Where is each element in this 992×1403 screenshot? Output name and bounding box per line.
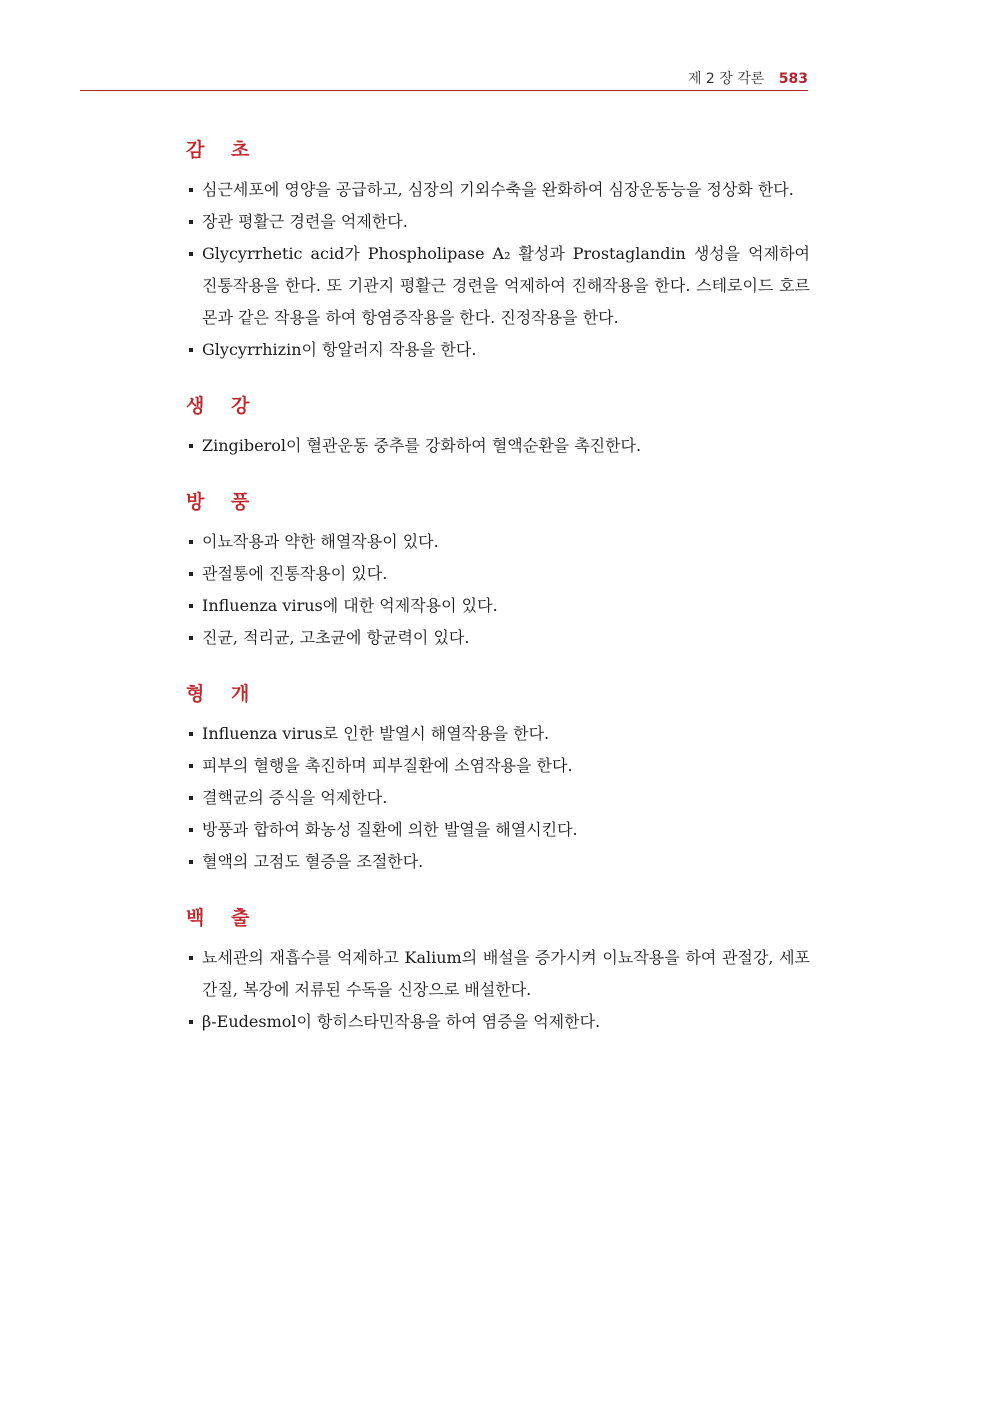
list-item: 뇨세관의 재흡수를 억제하고 Kalium의 배설을 증가시켜 이뇨작용을 하여 관절강, 세포간질, 복강에 저류된 수독을 신장으로 배설한다. <box>186 942 810 1006</box>
section-bangpung <box>186 488 810 654</box>
list-item: Influenza virus에 대한 억제작용이 있다. <box>186 590 810 622</box>
list-item: Glycyrrhetic acid가 Phospholipase A₂ 활성과 Prostaglandin 생성을 억제하여 진통작용을 한다. 또 기관지 평활근 경련을 억제하여 진해작용을 한다. 스테로이드 호르몬과 같은 작용을 하여 항염증작용을 한다. 진정작용을 한다. <box>186 238 810 334</box>
section-hyeonggae <box>186 680 810 878</box>
section-title: 생 강 <box>186 395 260 417</box>
list-item: 방풍과 합하여 화농성 질환에 의한 발열을 해열시킨다. <box>186 814 810 846</box>
list-item: 결핵균의 증식을 억제한다. <box>186 782 810 814</box>
bullet-list <box>186 430 810 462</box>
list-item: Zingiberol이 혈관운동 중추를 강화하여 혈액순환을 촉진한다. <box>186 430 810 462</box>
section-baekchul <box>186 904 810 1038</box>
section-title: 방 풍 <box>186 491 260 513</box>
running-head <box>688 68 808 88</box>
section-saenggang <box>186 392 810 462</box>
list-item: 진균, 적리균, 고초균에 항균력이 있다. <box>186 622 810 654</box>
bullet-list <box>186 174 810 366</box>
page-header <box>80 62 808 91</box>
page-body <box>186 136 810 1064</box>
bullet-list <box>186 942 810 1038</box>
chapter-title: 제 2 장 각론 <box>687 71 765 87</box>
section-gamcho <box>186 136 810 366</box>
list-item: 이뇨작용과 약한 해열작용이 있다. <box>186 526 810 558</box>
list-item: Influenza virus로 인한 발열시 해열작용을 한다. <box>186 718 810 750</box>
bullet-list <box>186 718 810 878</box>
bullet-list <box>186 526 810 654</box>
list-item: Glycyrrhizin이 항알러지 작용을 한다. <box>186 334 810 366</box>
list-item: β-Eudesmol이 항히스타민작용을 하여 염증을 억제한다. <box>186 1006 810 1038</box>
list-item: 장관 평활근 경련을 억제한다. <box>186 206 810 238</box>
list-item: 관절통에 진통작용이 있다. <box>186 558 810 590</box>
list-item: 피부의 혈행을 촉진하며 피부질환에 소염작용을 한다. <box>186 750 810 782</box>
section-title: 형 개 <box>186 683 260 705</box>
page-number: 583 <box>778 71 808 87</box>
list-item: 혈액의 고점도 혈증을 조절한다. <box>186 846 810 878</box>
list-item: 심근세포에 영양을 공급하고, 심장의 기외수축을 완화하여 심장운동능을 정상화 한다. <box>186 174 810 206</box>
section-title: 감 초 <box>186 139 260 161</box>
section-title: 백 출 <box>186 907 260 929</box>
